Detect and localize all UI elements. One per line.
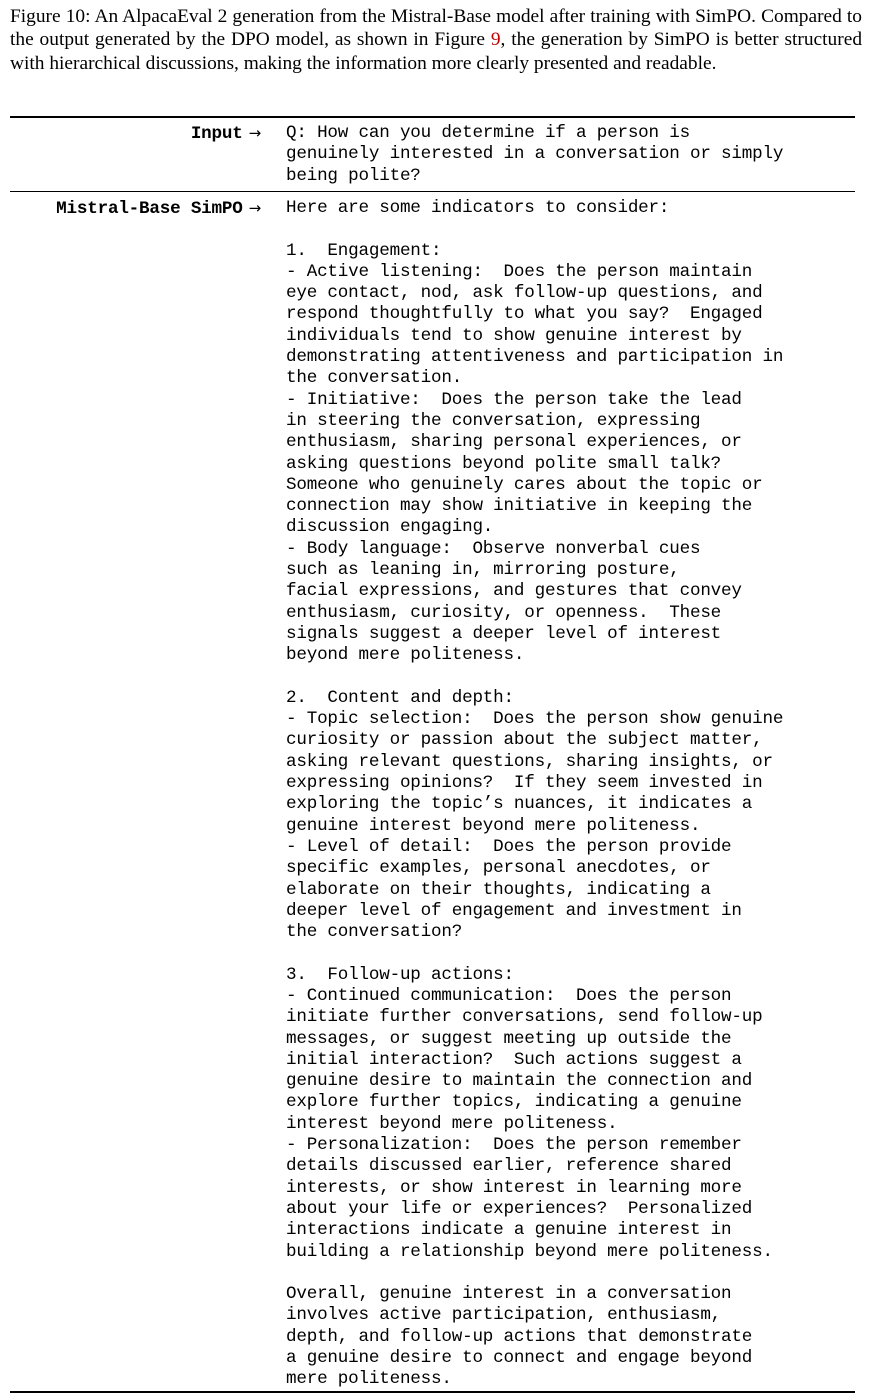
input-question-text: Q: How can you determine if a person is genuinely interested in a conversation or simply being polite?: [286, 123, 784, 186]
caption-text-start: Figure 10: An AlpacaEval 2 generation from the Mistral-Base model after training with SimPO. Compared to the output generated by the DPO model, as shown in Figure: [10, 6, 862, 51]
input-label-text: Input: [190, 124, 243, 144]
figure-reference-link[interactable]: 9: [490, 29, 501, 51]
caption-text-end: , the generation by SimPO is better structured with hierarchical discussions, making the information more clearly presented and readable.: [10, 29, 863, 74]
table-bottom-rule: [10, 1391, 855, 1393]
table-middle-rule: [10, 191, 855, 192]
model-output-text: Here are some indicators to consider: 1. Engagement: - Active listening: Does the person maintain eye contact, nod, ask follow-up questions, and respond thoughtfully to what you say? Engaged individuals tend to show genuine interest by demonstrating attentiveness and participation in the conversation. - Initiative: Does the person take the lead in steering the conversation, expressing enthusiasm, sharing personal experiences, or asking questions beyond polite small talk? Someone who genuinely cares about the topic or connection may show initiative in keeping the discussion engaging. - Body language: Observe nonverbal cues such as leaning in, mirroring posture, facial expressions, and gestures that convey enthusiasm, curiosity, or openness. These signals suggest a deeper level of interest beyond mere politeness. 2. Content and depth: - Topic selection: Does the person show genuine curiosity or passion about the subject matter, asking relevant questions, sharing insights, or expressing opinions? If they seem invested in exploring the topic’s nuances, it indicates a genuine interest beyond mere politeness. - Level of detail: Does the person provide specific examples, personal anecdotes, or elaborate on their thoughts, indicating a deeper level of engagement and investment in the conversation? 3. Follow-up actions: - Continued communication: Does the person initiate further conversations, send follow-up messages, or suggest meeting up outside the initial interaction? Such actions suggest a genuine desire to maintain the connection and explore further topics, indicating a genuine interest beyond mere politeness. - Personalization: Does the person remember details discussed earlier, reference shared interests, or show interest in learning more about your life or experiences? Personalized interactions indicate a genuine interest in building a relationship beyond mere politeness. Overall, genuine interest in a conversation involves active participation, enthusiasm, depth, and follow-up actions that demonstrate a genuine desire to connect and engage beyond mere politeness.: [286, 198, 784, 1390]
figure-caption: [10, 5, 862, 75]
input-row-label: [191, 123, 261, 145]
model-row-label: [56, 198, 261, 220]
right-arrow-icon: →: [248, 199, 261, 217]
model-label-text: Mistral-Base SimPO: [56, 199, 243, 219]
right-arrow-icon: →: [248, 124, 261, 142]
table-top-rule: [10, 116, 855, 118]
